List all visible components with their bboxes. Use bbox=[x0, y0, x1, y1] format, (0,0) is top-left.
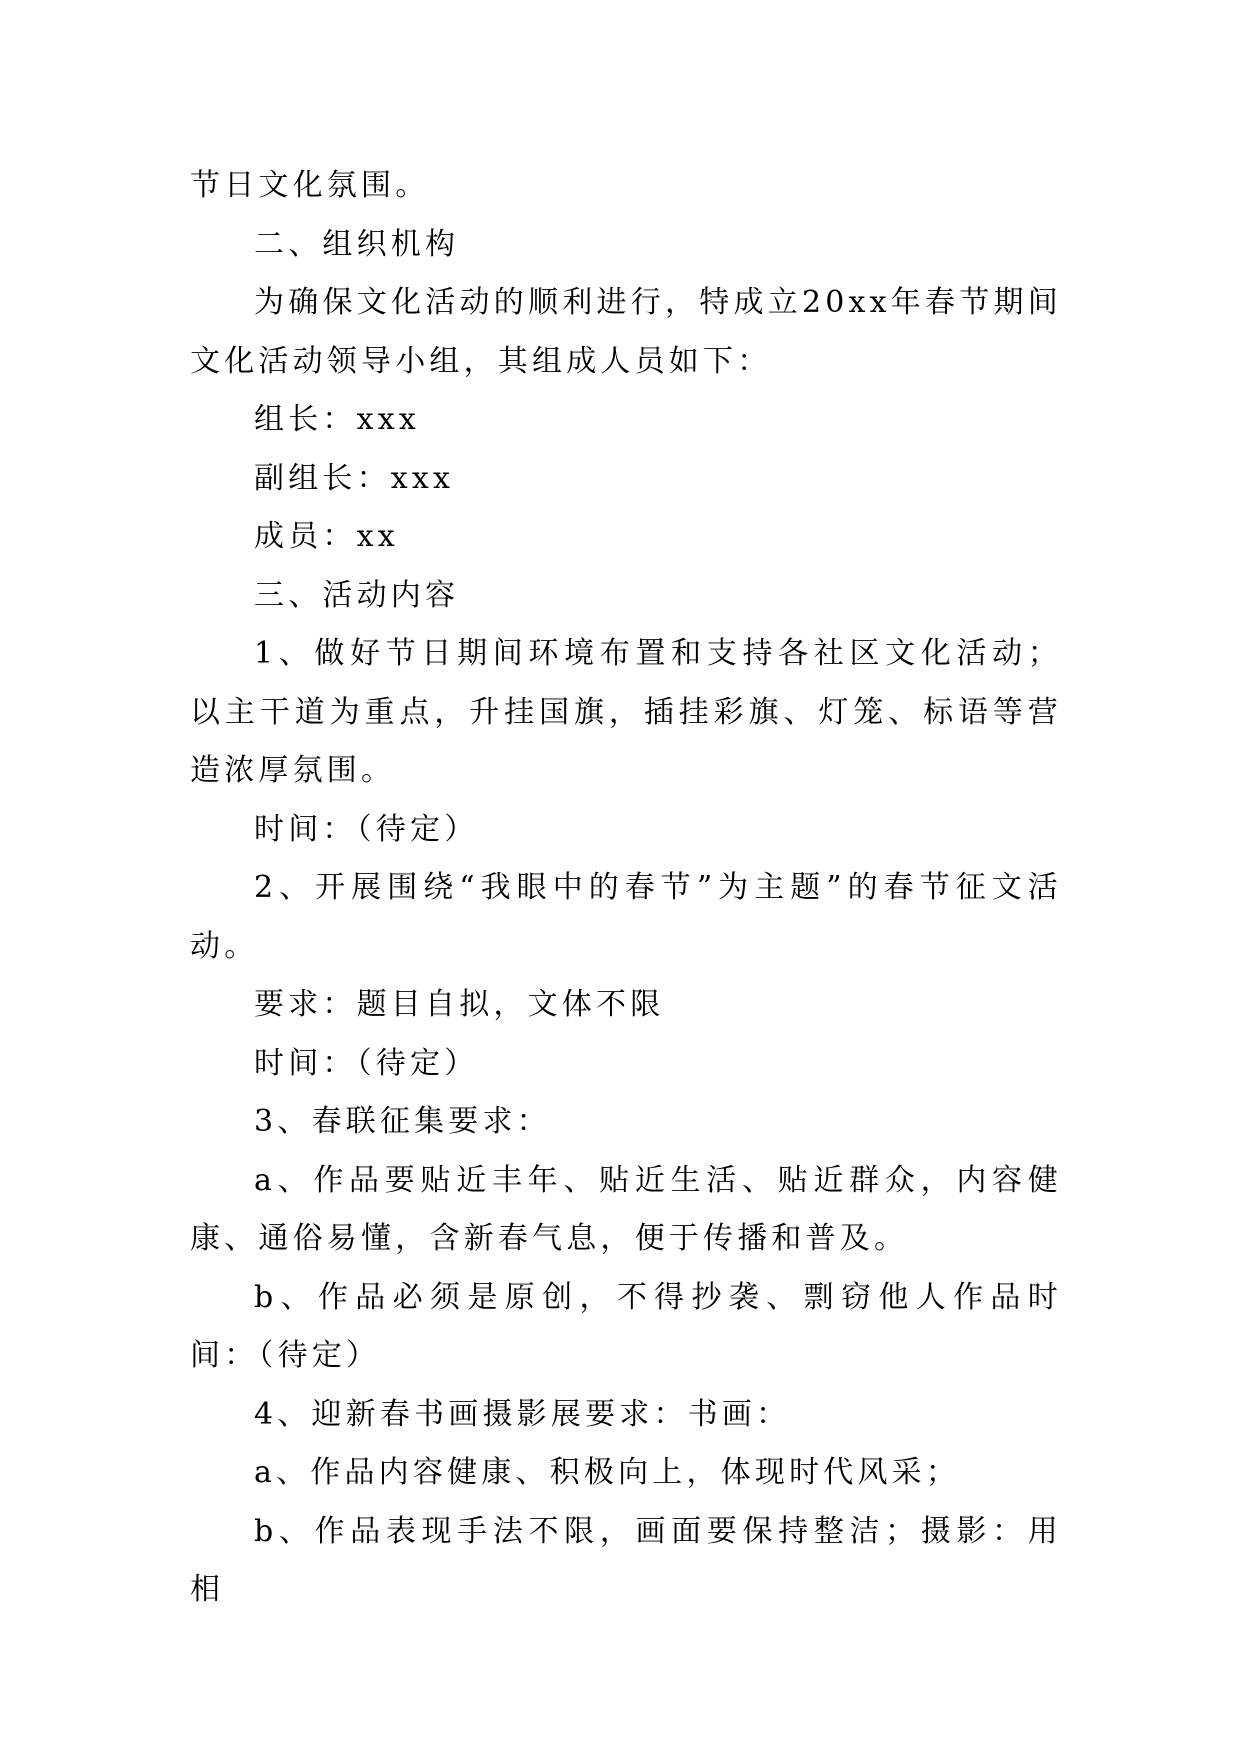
member-members: 成员：xx bbox=[254, 519, 399, 554]
member-leader: 组长：xxx bbox=[254, 402, 420, 437]
document-body bbox=[190, 157, 1062, 1620]
activity-2-requirements: 要求：题目自拟，文体不限 bbox=[254, 987, 665, 1022]
activity-3-couplets: 3、春联征集要求： bbox=[254, 1104, 551, 1139]
activity-1-decoration: 1、做好节日期间环境布置和支持各社区文化活动；以主干道为重点，升挂国旗，插挂彩旗、灯笼、标语等营造浓厚氛围。 bbox=[190, 636, 1062, 788]
member-deputy-leader: 副组长：xxx bbox=[254, 460, 455, 496]
activity-4-exhibition: 4、迎新春书画摄影展要求：书画： bbox=[254, 1396, 791, 1432]
heading-organization: 二、组织机构 bbox=[254, 226, 460, 262]
activity-2-essay: 2、开展围绕“我眼中的春节”为主题”的春节征文活动。 bbox=[190, 870, 1062, 964]
activity-4-requirement-a: a、作品内容健康、积极向上，体现时代风采； bbox=[254, 1455, 961, 1490]
activity-3-requirement-a: a、作品要贴近丰年、贴近生活、贴近群众，内容健康、通俗易懂，含新春气息，便于传播和普及。 bbox=[190, 1162, 1062, 1256]
heading-activities: 三、活动内容 bbox=[254, 577, 460, 613]
paragraph-continuation: 节日文化氛围。 bbox=[190, 168, 430, 203]
activity-3-requirement-b: b、作品必须是原创，不得抄袭、剽窃他人作品时间：（待定） bbox=[190, 1279, 1062, 1373]
paragraph-leadership-group: 为确保文化活动的顺利进行，特成立20xx年春节期间文化活动领导小组，其组成人员如下： bbox=[190, 285, 1062, 379]
activity-2-time: 时间：（待定） bbox=[254, 1045, 479, 1081]
activity-4-requirement-b: b、作品表现手法不限，画面要保持整洁；摄影：用相 bbox=[190, 1513, 1062, 1607]
activity-1-time: 时间：（待定） bbox=[254, 811, 479, 847]
